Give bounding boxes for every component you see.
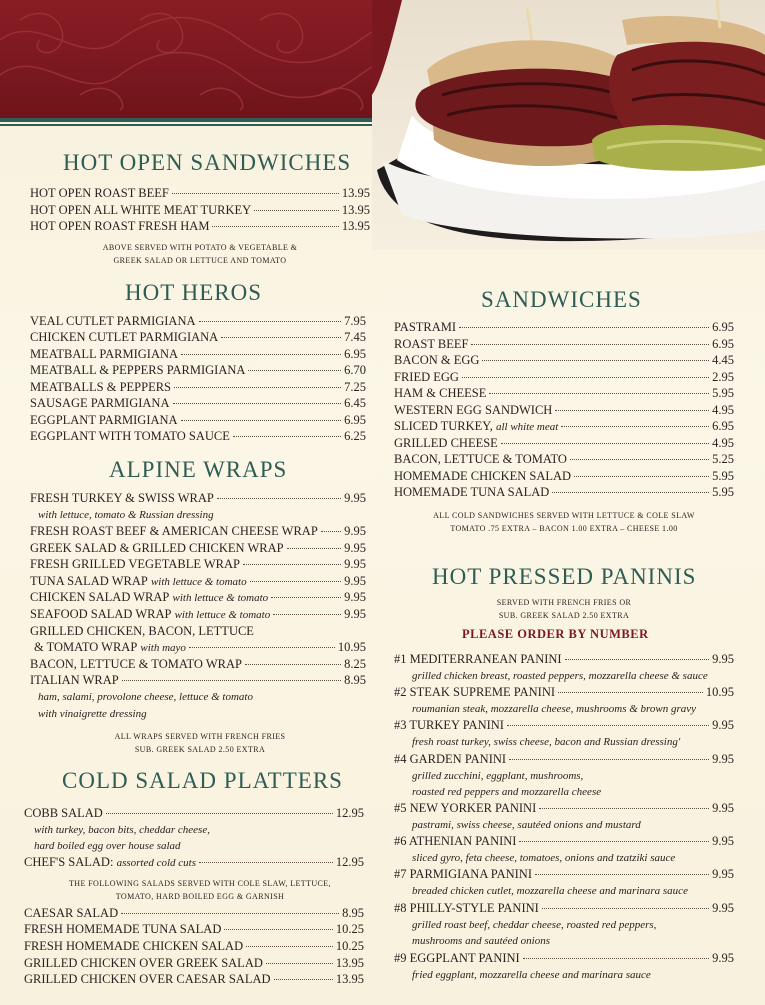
item-name: HOT OPEN ROAST BEEF xyxy=(30,186,169,200)
item-price: 9.95 xyxy=(344,541,366,555)
item-price: 6.95 xyxy=(344,347,366,361)
leader-dots xyxy=(507,725,709,726)
leader-dots xyxy=(570,459,709,460)
menu-item xyxy=(394,951,734,966)
menu-item xyxy=(30,624,254,639)
menu-item xyxy=(30,186,370,201)
item-price: 7.45 xyxy=(344,330,366,344)
item-price: 5.25 xyxy=(712,452,734,466)
note-line: ABOVE SERVED WITH POTATO & VEGETABLE & xyxy=(102,243,298,252)
item-price: 6.25 xyxy=(344,429,366,443)
item-name: #5 NEW YORKER PANINI xyxy=(394,801,537,815)
item-name: FRESH TURKEY & SWISS WRAP xyxy=(30,491,214,505)
item-name: #2 STEAK SUPREME PANINI xyxy=(394,685,556,699)
note-line: GREEK SALAD OR LETTUCE AND TOMATO xyxy=(113,256,287,265)
item-price: 5.95 xyxy=(712,469,734,483)
section-note xyxy=(394,509,734,535)
menu-item xyxy=(30,429,366,444)
item-price: 6.95 xyxy=(712,419,734,433)
leader-dots xyxy=(173,403,342,404)
leader-dots xyxy=(542,908,709,909)
leader-dots xyxy=(558,692,703,693)
item-price: 9.95 xyxy=(712,867,734,881)
item-price: 6.70 xyxy=(344,363,366,377)
menu-item xyxy=(394,403,734,418)
leader-dots xyxy=(224,929,333,930)
leader-dots xyxy=(482,360,709,361)
sandwiches-title: SANDWICHES xyxy=(481,287,642,312)
item-price: 6.95 xyxy=(344,413,366,427)
item-description: hard boiled egg over house salad xyxy=(34,840,181,852)
leader-dots xyxy=(552,492,709,493)
item-name: TUNA SALAD WRAP xyxy=(30,574,148,588)
menu-item xyxy=(394,469,734,484)
item-description: with turkey, bacon bits, cheddar cheese, xyxy=(34,824,210,836)
item-name: GRILLED CHICKEN, BACON, LETTUCE xyxy=(30,624,254,638)
item-price: 10.25 xyxy=(335,939,364,953)
item-name: CHICKEN CUTLET PARMIGIANA xyxy=(30,330,219,344)
item-description: sliced gyro, feta cheese, tomatoes, onions and tzatziki sauce xyxy=(412,852,676,864)
note-line: SUB. GREEK SALAD 2.50 EXTRA xyxy=(134,745,266,754)
menu-item xyxy=(30,524,366,539)
item-name: FRESH GRILLED VEGETABLE WRAP xyxy=(30,557,240,571)
menu-item xyxy=(30,657,366,672)
leader-dots xyxy=(561,426,709,427)
leader-dots xyxy=(523,958,709,959)
item-price: 9.95 xyxy=(712,652,734,666)
item-name: GREEK SALAD & GRILLED CHICKEN WRAP xyxy=(30,541,284,555)
item-extra: with lettuce & tomato xyxy=(172,592,269,604)
menu-item xyxy=(30,380,366,395)
menu-item xyxy=(394,386,734,401)
item-price: 6.45 xyxy=(344,396,366,410)
item-name: #9 EGGPLANT PANINI xyxy=(394,951,520,965)
item-price: 5.95 xyxy=(712,386,734,400)
leader-dots xyxy=(248,370,341,371)
leader-dots xyxy=(233,436,341,437)
menu-item xyxy=(24,806,364,821)
item-name: BACON & EGG xyxy=(394,353,480,367)
menu-item xyxy=(394,370,734,385)
item-price: 4.95 xyxy=(712,403,734,417)
leader-dots xyxy=(555,410,709,411)
menu-item xyxy=(34,640,366,655)
item-description: grilled chicken breast, roasted peppers, mozzarella cheese & sauce xyxy=(412,670,708,682)
leader-dots xyxy=(181,354,341,355)
item-price: 7.95 xyxy=(344,314,366,328)
menu-item xyxy=(30,541,366,556)
item-price: 9.95 xyxy=(712,718,734,732)
item-name: #4 GARDEN PANINI xyxy=(394,752,507,766)
item-name: EGGPLANT WITH TOMATO SAUCE xyxy=(30,429,230,443)
menu-item xyxy=(394,452,734,467)
item-description: fried eggplant, mozzarella cheese and marinara sauce xyxy=(412,969,651,981)
leader-dots xyxy=(462,377,709,378)
menu-item xyxy=(394,652,734,667)
item-price: 10.95 xyxy=(705,685,734,699)
menu-item xyxy=(24,956,364,971)
item-price: 13.95 xyxy=(335,956,364,970)
item-description: ham, salami, provolone cheese, lettuce & tomato xyxy=(38,691,253,703)
menu-item xyxy=(24,906,364,921)
item-price: 9.95 xyxy=(344,607,366,621)
item-description: pastrami, swiss cheese, sautéed onions and mustard xyxy=(412,819,641,831)
item-name: SLICED TURKEY, xyxy=(394,419,493,433)
item-name: GRILLED CHICKEN OVER GREEK SALAD xyxy=(24,956,263,970)
leader-dots xyxy=(274,979,333,980)
menu-item xyxy=(30,607,366,622)
menu-item xyxy=(394,752,734,767)
menu-item xyxy=(24,972,364,987)
item-name: ROAST BEEF xyxy=(394,337,469,351)
item-name: #7 PARMIGIANA PANINI xyxy=(394,867,532,881)
section-note xyxy=(30,241,370,267)
menu-item xyxy=(30,314,366,329)
menu-item xyxy=(30,347,366,362)
leader-dots xyxy=(539,808,709,809)
menu-item xyxy=(30,330,366,345)
leader-dots xyxy=(273,614,341,615)
menu-item xyxy=(394,337,734,352)
menu-item xyxy=(394,320,734,335)
note-line: SERVED WITH FRENCH FRIES OR xyxy=(496,598,632,607)
menu-item xyxy=(30,574,366,589)
section-note xyxy=(30,877,370,903)
leader-dots xyxy=(489,393,709,394)
item-name: #8 PHILLY-STYLE PANINI xyxy=(394,901,539,915)
menu-item xyxy=(394,867,734,882)
item-extra: all white meat xyxy=(495,421,559,433)
item-extra: with lettuce & tomato xyxy=(150,576,247,588)
item-price: 9.95 xyxy=(712,951,734,965)
item-extra: assorted cold cuts xyxy=(116,857,197,869)
item-name: MEATBALL PARMIGIANA xyxy=(30,347,179,361)
menu-item xyxy=(394,901,734,916)
item-price: 9.95 xyxy=(712,801,734,815)
item-price: 12.95 xyxy=(335,806,364,820)
leader-dots xyxy=(121,913,339,914)
leader-dots xyxy=(509,759,709,760)
leader-dots xyxy=(245,664,341,665)
leader-dots xyxy=(535,874,709,875)
leader-dots xyxy=(321,531,341,532)
item-price: 9.95 xyxy=(344,574,366,588)
item-name: #1 MEDITERRANEAN PANINI xyxy=(394,652,562,666)
item-price: 4.45 xyxy=(712,353,734,367)
menu-item xyxy=(30,396,366,411)
item-description: grilled roast beef, cheddar cheese, roasted red peppers, xyxy=(412,919,657,931)
leader-dots xyxy=(212,226,338,227)
item-name: BACON, LETTUCE & TOMATO WRAP xyxy=(30,657,242,671)
item-price: 6.95 xyxy=(712,320,734,334)
item-price: 7.25 xyxy=(344,380,366,394)
menu-item xyxy=(30,557,366,572)
item-name: CAESAR SALAD xyxy=(24,906,119,920)
item-description: grilled zucchini, eggplant, mushrooms, xyxy=(412,770,584,782)
item-name: FRIED EGG xyxy=(394,370,459,384)
leader-dots xyxy=(254,210,339,211)
leader-dots xyxy=(122,680,341,681)
leader-dots xyxy=(459,327,709,328)
item-name: GRILLED CHICKEN OVER CAESAR SALAD xyxy=(24,972,271,986)
item-name: COBB SALAD xyxy=(24,806,103,820)
hot-heros-title: HOT HEROS xyxy=(125,280,263,305)
item-price: 9.95 xyxy=(712,834,734,848)
menu-item xyxy=(30,219,370,234)
leader-dots xyxy=(106,813,333,814)
item-price: 5.95 xyxy=(712,485,734,499)
item-price: 9.95 xyxy=(344,557,366,571)
pastrami-sandwich-photo xyxy=(372,0,765,250)
leader-dots xyxy=(471,344,709,345)
header-stripe-thin xyxy=(0,124,400,126)
alpine-wraps-title: ALPINE WRAPS xyxy=(109,457,288,482)
item-price: 13.95 xyxy=(341,203,370,217)
item-name: EGGPLANT PARMIGIANA xyxy=(30,413,178,427)
menu-item xyxy=(30,590,366,605)
item-name: PASTRAMI xyxy=(394,320,457,334)
item-description: roasted red peppers and mozzarella cheese xyxy=(412,786,602,798)
hot-pressed-paninis-title: HOT PRESSED PANINIS xyxy=(432,564,697,589)
menu-item xyxy=(394,718,734,733)
item-description: roumanian steak, mozzarella cheese, mushrooms & brown gravy xyxy=(412,703,697,715)
menu-item xyxy=(394,353,734,368)
leader-dots xyxy=(271,597,341,598)
item-name: MEATBALL & PEPPERS PARMIGIANA xyxy=(30,363,246,377)
item-name: WESTERN EGG SANDWICH xyxy=(394,403,553,417)
item-description: with vinaigrette dressing xyxy=(38,708,147,720)
leader-dots xyxy=(221,337,341,338)
menu-item xyxy=(394,419,734,434)
order-by-number-heading: PLEASE ORDER BY NUMBER xyxy=(462,627,649,641)
item-name: HOMEMADE CHICKEN SALAD xyxy=(394,469,572,483)
item-name: FRESH HOMEMADE TUNA SALAD xyxy=(24,922,222,936)
menu-item xyxy=(30,413,366,428)
leader-dots xyxy=(501,443,709,444)
leader-dots xyxy=(217,498,341,499)
note-line: TOMATO, HARD BOILED EGG & GARNISH xyxy=(115,892,285,901)
item-name: & TOMATO WRAP xyxy=(34,640,138,654)
item-name: SEAFOOD SALAD WRAP xyxy=(30,607,172,621)
item-price: 9.95 xyxy=(344,590,366,604)
leader-dots xyxy=(519,841,709,842)
item-price: 4.95 xyxy=(712,436,734,450)
item-price: 9.95 xyxy=(712,901,734,915)
item-name: GRILLED CHEESE xyxy=(394,436,498,450)
hot-open-sandwiches-title: HOT OPEN SANDWICHES xyxy=(63,150,352,175)
item-price: 13.95 xyxy=(341,219,370,233)
leader-dots xyxy=(199,862,333,863)
leader-dots xyxy=(574,476,709,477)
item-price: 6.95 xyxy=(712,337,734,351)
item-price: 9.95 xyxy=(344,524,366,538)
cold-salad-platters-title: COLD SALAD PLATTERS xyxy=(62,768,343,793)
note-line: ALL WRAPS SERVED WITH FRENCH FRIES xyxy=(114,732,286,741)
item-name: HOMEMADE TUNA SALAD xyxy=(394,485,550,499)
menu-item xyxy=(30,203,370,218)
item-price: 2.95 xyxy=(712,370,734,384)
item-name: #3 TURKEY PANINI xyxy=(394,718,504,732)
item-name: SAUSAGE PARMIGIANA xyxy=(30,396,170,410)
menu-item xyxy=(394,436,734,451)
leader-dots xyxy=(266,963,333,964)
item-extra: with mayo xyxy=(140,642,186,654)
leader-dots xyxy=(250,581,342,582)
note-line: ALL COLD SANDWICHES SERVED WITH LETTUCE & COLE SLAW xyxy=(433,511,695,520)
item-name: VEAL CUTLET PARMIGIANA xyxy=(30,314,196,328)
item-price: 8.95 xyxy=(342,906,364,920)
section-note xyxy=(30,730,370,756)
leader-dots xyxy=(189,647,335,648)
item-price: 10.95 xyxy=(337,640,366,654)
note-line: THE FOLLOWING SALADS SERVED WITH COLE SLAW, LETTUCE, xyxy=(69,879,331,888)
menu-item xyxy=(30,673,366,688)
item-price: 13.95 xyxy=(341,186,370,200)
menu-item xyxy=(394,685,734,700)
item-price: 12.95 xyxy=(335,855,364,869)
menu-item xyxy=(24,855,364,870)
item-price: 8.95 xyxy=(344,673,366,687)
item-name: MEATBALLS & PEPPERS xyxy=(30,380,172,394)
section-note xyxy=(394,596,734,622)
leader-dots xyxy=(246,946,333,947)
leader-dots xyxy=(287,548,342,549)
leader-dots xyxy=(174,387,341,388)
item-name: BACON, LETTUCE & TOMATO xyxy=(394,452,567,466)
item-name: HOT OPEN ROAST FRESH HAM xyxy=(30,219,210,233)
item-name: ITALIAN WRAP xyxy=(30,673,119,687)
item-extra: with lettuce & tomato xyxy=(174,609,271,621)
item-name: HAM & CHEESE xyxy=(394,386,487,400)
item-price: 8.25 xyxy=(344,657,366,671)
note-line: SUB. GREEK SALAD 2.50 EXTRA xyxy=(498,611,630,620)
menu-item xyxy=(30,491,366,506)
item-name: FRESH ROAST BEEF & AMERICAN CHEESE WRAP xyxy=(30,524,318,538)
menu-item xyxy=(394,834,734,849)
item-price: 13.95 xyxy=(335,972,364,986)
leader-dots xyxy=(243,564,341,565)
item-description: fresh roast turkey, swiss cheese, bacon and Russian dressing' xyxy=(412,736,681,748)
item-price: 9.95 xyxy=(712,752,734,766)
item-name: CHICKEN SALAD WRAP xyxy=(30,590,170,604)
menu-item xyxy=(24,939,364,954)
item-description: mushrooms and sautéed onions xyxy=(412,935,551,947)
menu-item xyxy=(24,922,364,937)
header-stripe xyxy=(0,118,400,122)
menu-item xyxy=(394,801,734,816)
menu-item xyxy=(30,363,366,378)
leader-dots xyxy=(172,193,339,194)
item-price: 9.95 xyxy=(344,491,366,505)
note-line: TOMATO .75 EXTRA – BACON 1.00 EXTRA – CHEESE 1.00 xyxy=(450,524,678,533)
menu-item xyxy=(394,485,734,500)
leader-dots xyxy=(565,659,710,660)
item-description: breaded chicken cutlet, mozzarella cheese and marinara sauce xyxy=(412,885,688,897)
item-name: HOT OPEN ALL WHITE MEAT TURKEY xyxy=(30,203,252,217)
leader-dots xyxy=(181,420,342,421)
item-description: with lettuce, tomato & Russian dressing xyxy=(38,509,214,521)
item-name: #6 ATHENIAN PANINI xyxy=(394,834,517,848)
item-name: CHEF'S SALAD: xyxy=(24,855,114,869)
item-price: 10.25 xyxy=(335,922,364,936)
leader-dots xyxy=(199,321,342,322)
item-name: FRESH HOMEMADE CHICKEN SALAD xyxy=(24,939,244,953)
